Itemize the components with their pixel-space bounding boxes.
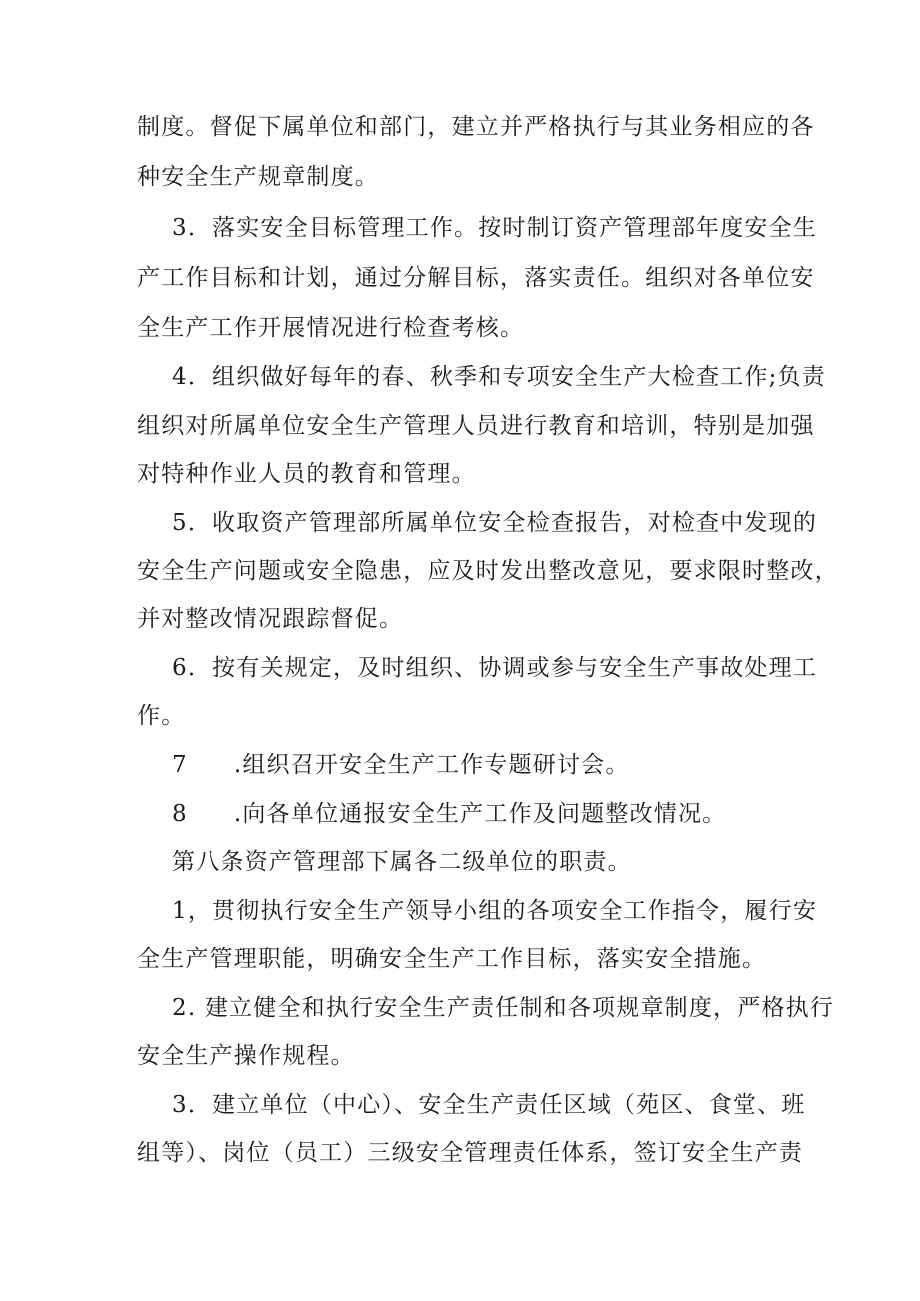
list-item-2-line: 2. 建立健全和执行安全生产责任制和各项规章制度，严格执行 bbox=[172, 995, 835, 1021]
text-line: 全生产工作开展情况进行检查考核。 bbox=[137, 315, 525, 341]
text-line: 种安全生产规章制度。 bbox=[137, 164, 379, 190]
list-number-7: 7 bbox=[172, 752, 188, 778]
text-line: 对特种作业人员的教育和管理。 bbox=[137, 461, 476, 487]
text-line: 组等）、岗位（员工）三级安全管理责任体系，签订安全生产责 bbox=[137, 1140, 804, 1166]
article-heading: 第八条资产管理部下属各二级单位的职责。 bbox=[172, 849, 632, 875]
text-line: 并对整改情况跟踪督促。 bbox=[137, 606, 404, 632]
list-item-8-line bbox=[172, 799, 832, 829]
list-item-3b-line: 3．建立单位（中心）、安全生产责任区域（苑区、食堂、班 bbox=[172, 1092, 806, 1118]
list-number-8: 8 bbox=[172, 801, 188, 827]
list-item-7-line bbox=[172, 750, 832, 780]
text-line: 安全生产问题或安全隐患，应及时发出整改意见，要求限时整改， bbox=[137, 558, 839, 584]
list-item-4-line: 4．组织做好每年的春、秋季和专项安全生产大检查工作;负责 bbox=[172, 364, 826, 390]
text-line: 安全生产操作规程。 bbox=[137, 1043, 355, 1069]
text-line: 制度。督促下属单位和部门，建立并严格执行与其业务相应的各 bbox=[137, 114, 815, 140]
text-line: 组织对所属单位安全生产管理人员进行教育和培训，特别是加强 bbox=[137, 413, 815, 439]
list-text-8: .向各单位通报安全生产工作及问题整改情况。 bbox=[233, 801, 727, 827]
text-line: 全生产管理职能，明确安全生产工作目标，落实安全措施。 bbox=[137, 946, 767, 972]
list-text-7: .组织召开安全生产工作专题研讨会。 bbox=[233, 752, 630, 778]
list-item-3-line: 3．落实安全目标管理工作。按时制订资产管理部年度安全生 bbox=[172, 215, 818, 241]
list-item-5-line: 5．收取资产管理部所属单位安全检查报告，对检查中发现的 bbox=[172, 510, 818, 536]
list-item-6-line: 6．按有关规定，及时组织、协调或参与安全生产事故处理工 bbox=[172, 655, 818, 681]
list-item-1-line: 1，贯彻执行安全生产领导小组的各项安全工作指令，履行安 bbox=[172, 898, 818, 924]
text-line: 作。 bbox=[137, 703, 186, 729]
text-line: 产工作目标和计划，通过分解目标，落实责任。组织对各单位安 bbox=[137, 265, 815, 291]
